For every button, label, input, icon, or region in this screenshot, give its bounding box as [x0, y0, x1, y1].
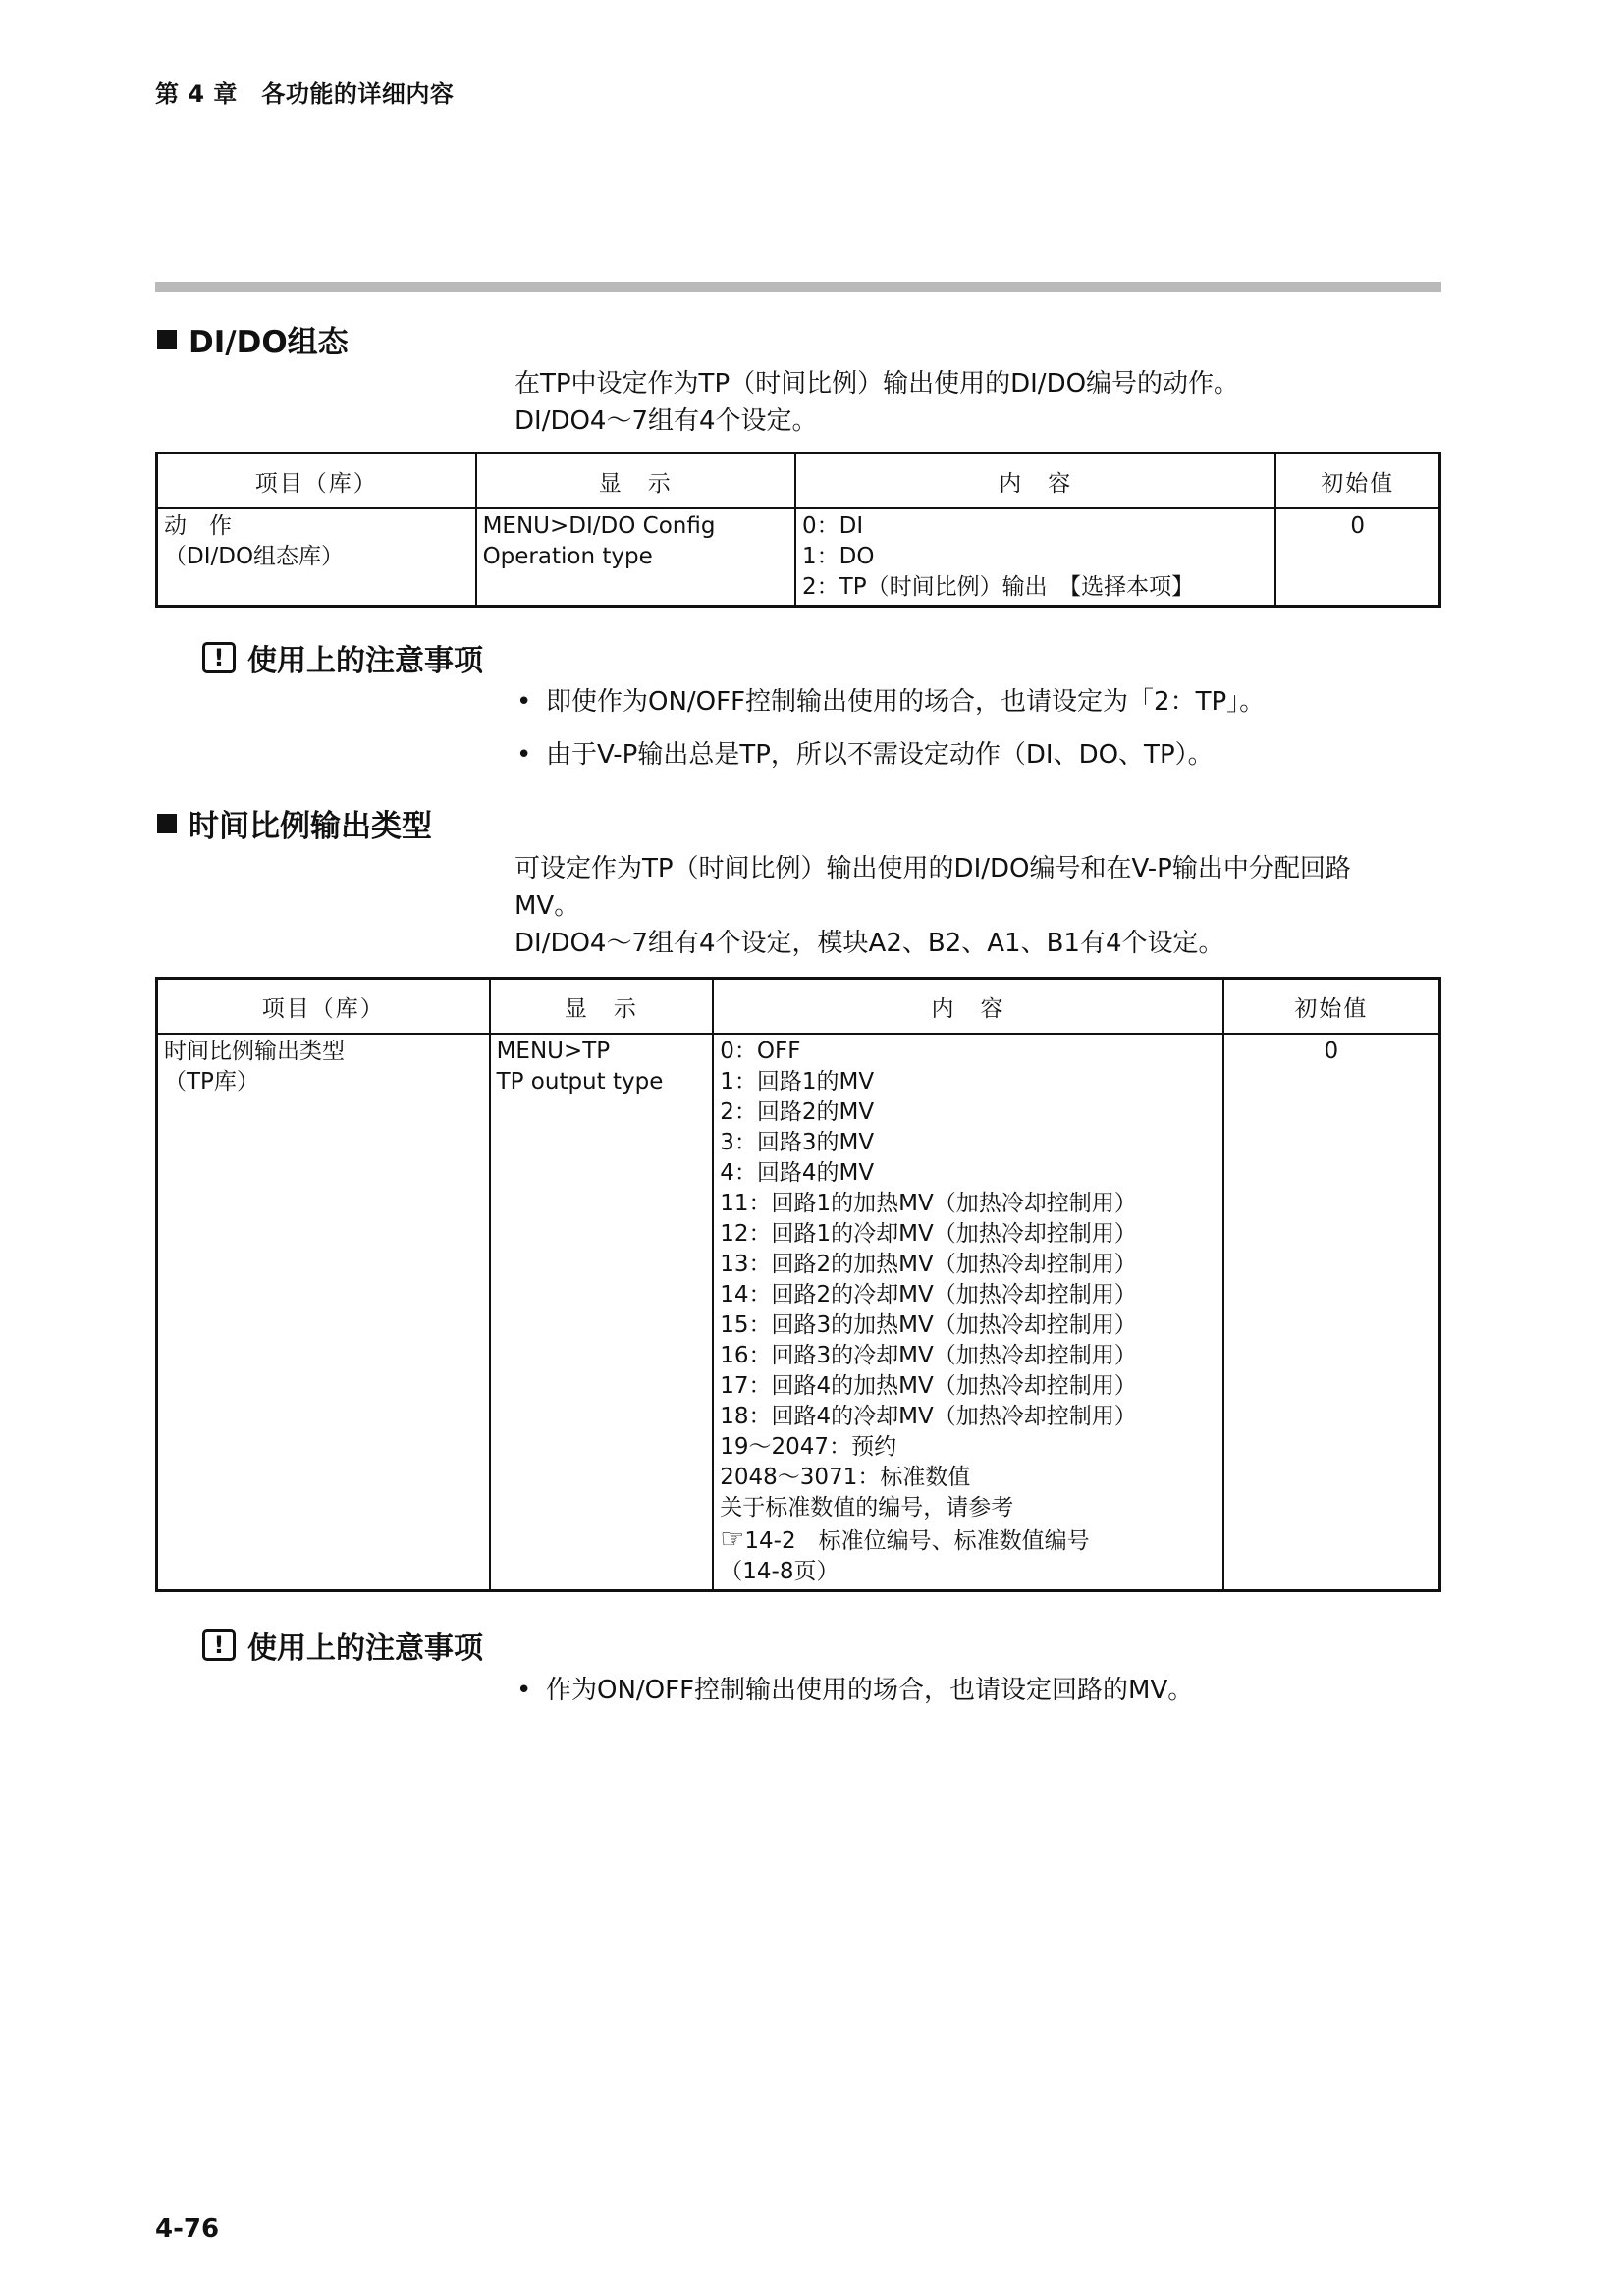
- content-option: 16：回路3的冷却MV（加热冷却控制用）: [720, 1343, 1137, 1368]
- item-cell: [157, 508, 476, 607]
- column-header: 初始值: [1275, 454, 1439, 509]
- item-library: （TP库）: [164, 1069, 259, 1095]
- reference-text: 14-2 标准位编号、标准数值编号: [744, 1528, 1090, 1554]
- intro-line: MV。: [514, 891, 580, 921]
- section-title-text: 时间比例输出类型: [189, 809, 432, 844]
- section-title-text: DI/DO组态: [189, 325, 349, 360]
- column-header: 项目（库）: [157, 454, 476, 509]
- note-item: • 即使作为ON/OFF控制输出使用的场合，也请设定为「2：TP」。: [514, 683, 1265, 721]
- intro-line: DI/DO4～7组有4个设定。: [514, 406, 818, 436]
- content-cell: [713, 1034, 1222, 1591]
- content-option: 18：回路4的冷却MV（加热冷却控制用）: [720, 1404, 1137, 1429]
- page-number: 4-76: [155, 2215, 220, 2244]
- column-header: 项目（库）: [157, 979, 490, 1035]
- section1-intro: [514, 365, 1239, 440]
- content-option: 14：回路2的冷却MV（加热冷却控制用）: [720, 1282, 1137, 1308]
- content-option: 2048～3071：标准数值: [720, 1465, 971, 1490]
- caution-title: 使用上的注意事项: [247, 1631, 483, 1666]
- content-option: 0：DI: [802, 513, 864, 539]
- table-row: [157, 1034, 1440, 1591]
- initial-value-cell: 0: [1275, 508, 1439, 607]
- content-option: 2：回路2的MV: [720, 1099, 875, 1125]
- content-option: 2：TP（时间比例）输出 【选择本项】: [802, 574, 1195, 600]
- square-bullet-icon: [157, 330, 177, 349]
- caution-heading: [202, 636, 483, 679]
- note-item: • 由于V-P输出总是TP，所以不需设定动作（DI、DO、TP）。: [514, 736, 1265, 774]
- content-option: 1：DO: [802, 544, 875, 569]
- tp-output-type-table: [155, 977, 1441, 1592]
- reference-page: （14-8页）: [720, 1559, 839, 1584]
- caution-title: 使用上的注意事项: [247, 644, 483, 678]
- column-header: 内 容: [795, 454, 1275, 509]
- column-header: 内 容: [713, 979, 1222, 1035]
- table-header-row: [157, 454, 1440, 509]
- intro-line: DI/DO4～7组有4个设定，模块A2、B2、A1、B1有4个设定。: [514, 929, 1224, 958]
- section2-intro: [514, 850, 1351, 962]
- content-option: 15：回路3的加热MV（加热冷却控制用）: [720, 1312, 1137, 1338]
- item-name: 动 作: [164, 513, 232, 539]
- section-divider: [155, 282, 1441, 292]
- item-cell: [157, 1034, 490, 1591]
- display-cell: [476, 508, 795, 607]
- exclamation-icon: !: [202, 1629, 236, 1661]
- column-header: 初始值: [1223, 979, 1440, 1035]
- content-option: 3：回路3的MV: [720, 1130, 875, 1155]
- item-library: （DI/DO组态库）: [164, 544, 345, 569]
- table-header-row: [157, 979, 1440, 1035]
- table-row: [157, 508, 1440, 607]
- display-path: MENU>TP: [496, 1039, 611, 1064]
- intro-line: 可设定作为TP（时间比例）输出使用的DI/DO编号和在V-P输出中分配回路: [514, 854, 1351, 883]
- caution-notes: [514, 1672, 1193, 1725]
- section-title-dido-config: [157, 317, 349, 361]
- pointing-hand-icon: ☞: [720, 1522, 745, 1555]
- intro-line: 在TP中设定作为TP（时间比例）输出使用的DI/DO编号的动作。: [514, 369, 1240, 399]
- note-item: • 作为ON/OFF控制输出使用的场合，也请设定回路的MV。: [514, 1672, 1193, 1709]
- section-title-tp-output-type: [157, 801, 432, 845]
- column-header: 显 示: [490, 979, 714, 1035]
- content-option: 1：回路1的MV: [720, 1069, 875, 1095]
- display-name: Operation type: [482, 544, 653, 569]
- display-cell: [490, 1034, 714, 1591]
- content-option: 关于标准数值的编号，请参考: [720, 1495, 1014, 1521]
- content-option: 12：回路1的冷却MV（加热冷却控制用）: [720, 1221, 1137, 1247]
- exclamation-icon: !: [202, 642, 236, 673]
- item-name: 时间比例输出类型: [164, 1039, 345, 1064]
- content-cell: [795, 508, 1275, 607]
- content-option: 13：回路2的加热MV（加热冷却控制用）: [720, 1252, 1137, 1277]
- content-option: 4：回路4的MV: [720, 1160, 875, 1186]
- content-option: 19～2047：预约: [720, 1434, 897, 1460]
- display-path: MENU>DI/DO Config: [482, 513, 716, 539]
- chapter-header: 第 4 章 各功能的详细内容: [155, 80, 455, 108]
- initial-value-cell: 0: [1223, 1034, 1440, 1591]
- display-name: TP output type: [496, 1069, 664, 1095]
- reference-line: [720, 1523, 1216, 1557]
- caution-heading: [202, 1624, 483, 1667]
- column-header: 显 示: [476, 454, 795, 509]
- content-option: 11：回路1的加热MV（加热冷却控制用）: [720, 1191, 1137, 1216]
- caution-notes: [514, 683, 1265, 789]
- content-option: 0：OFF: [720, 1039, 801, 1064]
- content-option: 17：回路4的加热MV（加热冷却控制用）: [720, 1373, 1137, 1399]
- square-bullet-icon: [157, 814, 177, 833]
- dido-config-table: [155, 452, 1441, 608]
